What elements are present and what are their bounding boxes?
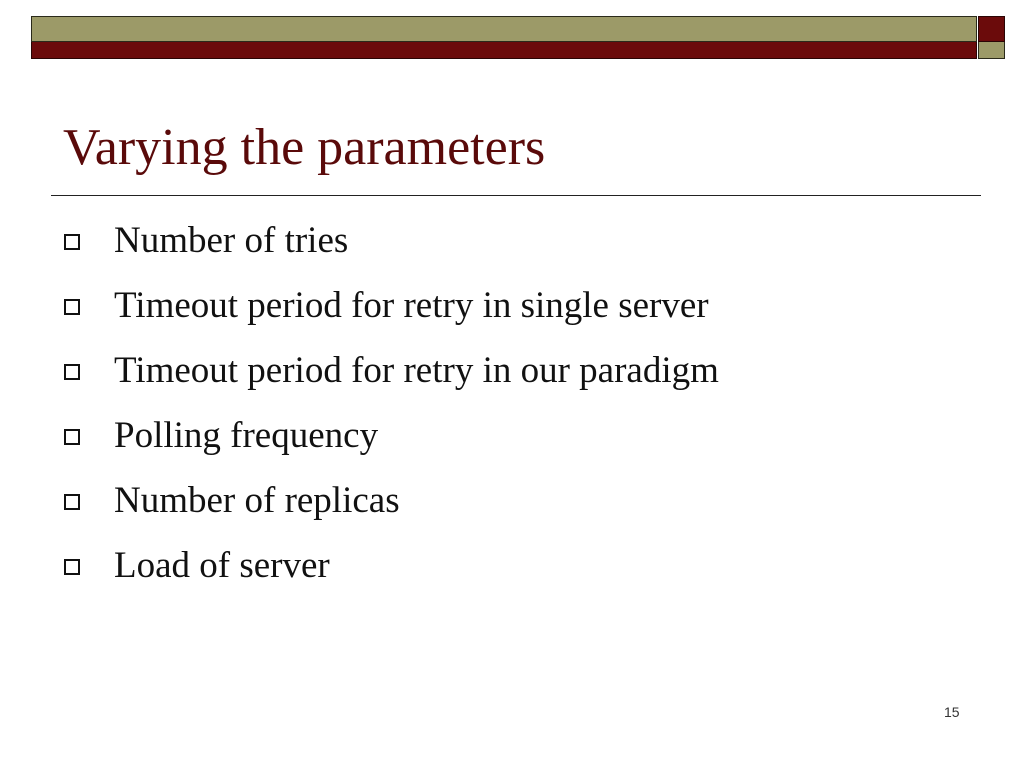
bullet-item bbox=[64, 533, 719, 598]
bullet-text: Timeout period for retry in single server bbox=[114, 285, 709, 326]
header-band-maroon bbox=[31, 42, 977, 59]
hollow-square-bullet-icon bbox=[64, 364, 80, 380]
hollow-square-bullet-icon bbox=[64, 559, 80, 575]
page-number: 15 bbox=[944, 704, 960, 720]
bullet-text: Number of tries bbox=[114, 220, 349, 261]
hollow-square-bullet-icon bbox=[64, 234, 80, 250]
bullet-text: Polling frequency bbox=[114, 415, 379, 456]
hollow-square-bullet-icon bbox=[64, 494, 80, 510]
bullet-text: Timeout period for retry in our paradigm bbox=[114, 350, 719, 391]
header-corner-maroon bbox=[978, 16, 1005, 42]
title-divider bbox=[51, 195, 981, 196]
bullet-item bbox=[64, 208, 719, 273]
header-decoration bbox=[31, 16, 1005, 59]
header-band-olive bbox=[31, 16, 977, 42]
header-corner-olive bbox=[978, 42, 1005, 59]
bullet-text: Number of replicas bbox=[114, 480, 400, 521]
bullet-item bbox=[64, 468, 719, 533]
bullet-item bbox=[64, 338, 719, 403]
slide-title: Varying the parameters bbox=[63, 119, 546, 176]
hollow-square-bullet-icon bbox=[64, 429, 80, 445]
hollow-square-bullet-icon bbox=[64, 299, 80, 315]
bullet-list bbox=[64, 208, 719, 598]
bullet-item bbox=[64, 403, 719, 468]
bullet-item bbox=[64, 273, 719, 338]
bullet-text: Load of server bbox=[114, 545, 330, 586]
